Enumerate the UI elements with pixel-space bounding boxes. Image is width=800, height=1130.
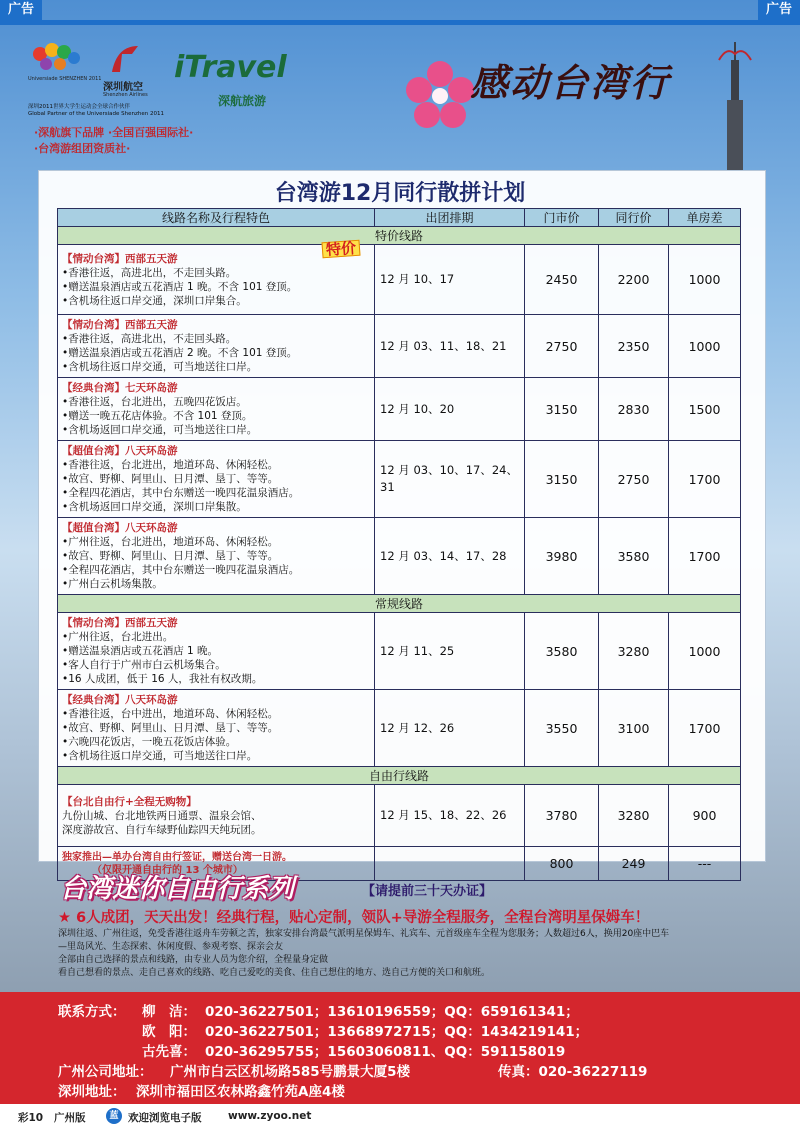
route-detail-line: •赠送温泉酒店或五花酒店 1 晚。不含 101 登顶。 bbox=[62, 280, 298, 293]
section-title: 自由行线路 bbox=[58, 767, 741, 785]
single-supplement: 1700 bbox=[669, 690, 741, 767]
visa-trade-price: 249 bbox=[599, 847, 669, 881]
departure-dates: 12 月 10、17 bbox=[375, 245, 525, 315]
route-detail-line: •含机场返回口岸交通，深圳口岸集散。 bbox=[62, 501, 247, 513]
mini-para-1: 深圳往返、广州往返，免受香港往返舟车劳顿之苦，独家安排台湾最气派明星保姆车、礼宾车、元首级座车全程为您服务；人数超过6人，换用20座中巴车 bbox=[58, 929, 670, 939]
route-detail-line: •赠送温泉酒店或五花酒店 1 晚。 bbox=[62, 645, 219, 657]
mini-series-title: 台湾迷你自由行系列 bbox=[60, 874, 295, 904]
section-row bbox=[58, 595, 741, 613]
table-row bbox=[58, 441, 741, 518]
single-supplement: 900 bbox=[669, 785, 741, 847]
route-detail-line: •香港往返，高进北出，不走回头路。 bbox=[62, 266, 237, 279]
gz-address: 广州市白云区机场路585号鹏景大厦5楼 bbox=[170, 1064, 411, 1080]
mini-para-3: 全部由自己选择的景点和线路，由专业人员为您介绍，全程量身定做 bbox=[58, 955, 329, 965]
route-cell bbox=[58, 441, 375, 518]
contact-phone-3: 020-36295755；15603060811、QQ：591158019 bbox=[205, 1044, 566, 1060]
col-header-dates: 出团排期 bbox=[375, 209, 525, 227]
retail-price: 3150 bbox=[525, 441, 599, 518]
trade-price: 3580 bbox=[599, 518, 669, 595]
route-cell bbox=[58, 785, 375, 847]
route-detail-line: 九份山城、台北地铁两日通票、温泉会馆、 bbox=[62, 809, 262, 822]
route-cell bbox=[58, 315, 375, 378]
route-detail-line: •香港往返，台中进出，地道环岛、休闲轻松。 bbox=[62, 708, 279, 720]
plan-title: 台湾游12月同行散拼计划 bbox=[274, 181, 526, 206]
universiade-logo-icon bbox=[28, 40, 88, 80]
footer-page: 彩10 bbox=[18, 1112, 44, 1124]
contact-name-1: 柳 洁： bbox=[142, 1004, 196, 1020]
col-header-trade: 同行价 bbox=[599, 209, 669, 227]
sz-address-label: 深圳地址： bbox=[58, 1084, 126, 1100]
table-row bbox=[58, 613, 741, 690]
visa-note-line: 独家推出—单办台湾自由行签证，赠送台湾一日游。 bbox=[62, 851, 292, 863]
route-detail-line: •含机场往返口岸交通，深圳口岸集合。 bbox=[62, 294, 247, 307]
route-detail-line: •客人自行于广州市白云机场集合。 bbox=[62, 659, 226, 671]
mini-series-subtitle: 【请提前三十天办证】 bbox=[362, 884, 493, 899]
mini-series-highlight: ★ 6人成团，天天出发！经典行程，贴心定制，领队+导游全程服务，全程台湾明星保姆车！ bbox=[58, 910, 650, 926]
retail-price: 3580 bbox=[525, 613, 599, 690]
route-detail-line: •故宫、野柳、阿里山、日月潭、垦丁、等等。 bbox=[62, 550, 279, 562]
retail-price: 3550 bbox=[525, 690, 599, 767]
ad-label-left: 广告 bbox=[0, 0, 42, 20]
route-detail-line: •广州白云机场集散。 bbox=[62, 578, 163, 590]
retail-price: 3980 bbox=[525, 518, 599, 595]
brand-logos bbox=[28, 40, 298, 120]
contact-phone-2: 020-36227501；13668972715；QQ：1434219141； bbox=[205, 1024, 589, 1040]
airline-name: 深圳航空 bbox=[103, 82, 143, 93]
trade-price: 3100 bbox=[599, 690, 669, 767]
departure-dates: 12 月 03、10、17、24、31 bbox=[375, 441, 525, 518]
retail-price: 2750 bbox=[525, 315, 599, 378]
section-title: 特价线路 bbox=[58, 227, 741, 245]
section-title: 常规线路 bbox=[58, 595, 741, 613]
special-price-badge: 特价 bbox=[321, 240, 360, 259]
table-row bbox=[58, 518, 741, 595]
retail-price: 3150 bbox=[525, 378, 599, 441]
visa-dates-empty bbox=[375, 847, 525, 881]
visa-note-line: （仅限开通自由行的 13 个城市） bbox=[92, 864, 243, 876]
route-detail-line: •香港往返，台北进出，地道环岛、休闲轻松。 bbox=[62, 459, 279, 471]
headline-title: 感动台湾行 bbox=[470, 60, 671, 105]
route-cell bbox=[58, 378, 375, 441]
table-row bbox=[58, 378, 741, 441]
departure-dates: 12 月 03、11、18、21 bbox=[375, 315, 525, 378]
footer-edition: 广州版 bbox=[54, 1112, 86, 1124]
route-name: 【超值台湾】八天环岛游 bbox=[62, 522, 178, 534]
departure-dates: 12 月 10、20 bbox=[375, 378, 525, 441]
slogan-2: ·台湾游组团资质社· bbox=[34, 142, 131, 155]
visa-single-supplement: --- bbox=[669, 847, 741, 881]
footer-logo-icon: 蓝 bbox=[106, 1108, 122, 1124]
trade-price: 2750 bbox=[599, 441, 669, 518]
route-name: 【情动台湾】西部五天游 bbox=[62, 617, 178, 629]
single-supplement: 1000 bbox=[669, 315, 741, 378]
route-detail-line: •香港往返，高进北出，不走回头路。 bbox=[62, 333, 237, 345]
taipei-101-tower-icon bbox=[715, 40, 755, 170]
ad-label-right: 广告 bbox=[758, 0, 800, 20]
single-supplement: 1000 bbox=[669, 613, 741, 690]
itravel-logo: iTravel bbox=[174, 50, 287, 85]
route-detail-line: •赠送一晚五花店体验。不含 101 登顶。 bbox=[62, 410, 253, 422]
route-name: 【经典台湾】八天环岛游 bbox=[62, 694, 178, 706]
table-row bbox=[58, 245, 741, 315]
contact-name-2: 欧 阳： bbox=[142, 1024, 196, 1040]
visa-retail-price: 800 bbox=[525, 847, 599, 881]
route-detail-line: •六晚四花饭店，一晚五花饭店体验。 bbox=[62, 736, 237, 748]
route-name: 【台北自由行+全程无购物】 bbox=[62, 795, 197, 808]
section-row bbox=[58, 227, 741, 245]
route-detail-line: •赠送温泉酒店或五花酒店 2 晚。不含 101 登顶。 bbox=[62, 347, 298, 359]
departure-dates: 12 月 03、14、17、28 bbox=[375, 518, 525, 595]
col-header-single: 单房差 bbox=[669, 209, 741, 227]
trade-price: 3280 bbox=[599, 613, 669, 690]
retail-price: 2450 bbox=[525, 245, 599, 315]
route-name: 【经典台湾】七天环岛游 bbox=[62, 382, 178, 394]
single-supplement: 1000 bbox=[669, 245, 741, 315]
route-detail-line: •广州往返，台北进出，地道环岛、休闲轻松。 bbox=[62, 536, 279, 548]
route-cell bbox=[58, 518, 375, 595]
contact-phone-1: 020-36227501；13610196559；QQ：659161341； bbox=[205, 1004, 579, 1020]
top-bar bbox=[0, 20, 800, 25]
partner-text-cn: 深圳2011世界大学生运动会全球合作伙伴 bbox=[28, 104, 130, 110]
footer-tagline: 欢迎浏览电子版 bbox=[128, 1112, 202, 1124]
departure-dates: 12 月 12、26 bbox=[375, 690, 525, 767]
route-detail-line: •含机场往返口岸交通，可当地送往口岸。 bbox=[62, 361, 258, 373]
col-header-route: 线路名称及行程特色 bbox=[58, 209, 375, 227]
trade-price: 2200 bbox=[599, 245, 669, 315]
shenzhen-airlines-logo-icon bbox=[106, 42, 142, 78]
route-detail-line: •故宫、野柳、阿里山、日月潭、垦丁、等等。 bbox=[62, 722, 279, 734]
route-detail-line: •全程四花酒店，其中台东赠送一晚四花温泉酒店。 bbox=[62, 564, 300, 576]
retail-price: 3780 bbox=[525, 785, 599, 847]
single-supplement: 1700 bbox=[669, 441, 741, 518]
trade-price: 2350 bbox=[599, 315, 669, 378]
route-cell bbox=[58, 238, 375, 315]
contact-label: 联系方式： bbox=[58, 1004, 126, 1020]
footer-url[interactable]: www.zyoo.net bbox=[228, 1110, 312, 1122]
route-name: 【情动台湾】西部五天游 bbox=[62, 319, 178, 331]
route-detail-line: •含机场往返口岸交通，可当地送往口岸。 bbox=[62, 750, 258, 762]
departure-dates: 12 月 15、18、22、26 bbox=[375, 785, 525, 847]
route-name: 【情动台湾】西部五天游 bbox=[62, 252, 178, 265]
table-header-row bbox=[58, 209, 741, 227]
col-header-retail: 门市价 bbox=[525, 209, 599, 227]
route-table bbox=[57, 208, 741, 881]
route-detail-line: 深度游故宫、自行车绿野仙踪四天纯玩团。 bbox=[62, 823, 262, 836]
partner-text-en: Global Partner of the Universiade Shenzhen 2011 bbox=[28, 111, 165, 117]
route-detail-line: •全程四花酒店，其中台东赠送一晚四花温泉酒店。 bbox=[62, 487, 300, 499]
gz-address-label: 广州公司地址： bbox=[58, 1064, 153, 1080]
fax-number: 传真：020-36227119 bbox=[498, 1064, 648, 1080]
plum-blossom-icon bbox=[405, 60, 475, 130]
table-row bbox=[58, 785, 741, 847]
table-row bbox=[58, 315, 741, 378]
departure-dates: 12 月 11、25 bbox=[375, 613, 525, 690]
route-detail-line: •广州往返，台北进出。 bbox=[62, 631, 174, 643]
universiade-text: Universiade SHENZHEN 2011 bbox=[28, 76, 102, 82]
section-row bbox=[58, 767, 741, 785]
route-detail-line: •16 人成团，低于 16 人，我社有权改期。 bbox=[62, 673, 263, 685]
route-detail-line: •香港往返，台北进出，五晚四花饭店。 bbox=[62, 396, 247, 408]
mini-para-2: —里岛风光、生态探索、休闲度假、参观考察、探亲会友 bbox=[58, 942, 284, 952]
route-cell bbox=[58, 690, 375, 767]
table-row bbox=[58, 690, 741, 767]
contact-name-3: 古先喜： bbox=[142, 1044, 196, 1060]
route-name: 【超值台湾】八天环岛游 bbox=[62, 445, 178, 457]
airline-name-en: Shenzhen Airlines bbox=[103, 92, 148, 98]
trade-price: 3280 bbox=[599, 785, 669, 847]
mini-para-4: 看自己想看的景点、走自己喜欢的线路、吃自己爱吃的美食、住自己想住的地方、选自己方便的关口和航班。 bbox=[58, 968, 491, 978]
single-supplement: 1500 bbox=[669, 378, 741, 441]
single-supplement: 1700 bbox=[669, 518, 741, 595]
trade-price: 2830 bbox=[599, 378, 669, 441]
sz-address: 深圳市福田区农林路鑫竹苑A座4楼 bbox=[136, 1084, 345, 1100]
route-detail-line: •含机场返回口岸交通，可当地送往口岸。 bbox=[62, 424, 258, 436]
slogan-1: ·深航旗下品牌 ·全国百强国际社· bbox=[34, 126, 194, 139]
route-cell bbox=[58, 613, 375, 690]
route-detail-line: •故宫、野柳、阿里山、日月潭、垦丁、等等。 bbox=[62, 473, 279, 485]
itravel-cn: 深航旅游 bbox=[218, 94, 267, 108]
